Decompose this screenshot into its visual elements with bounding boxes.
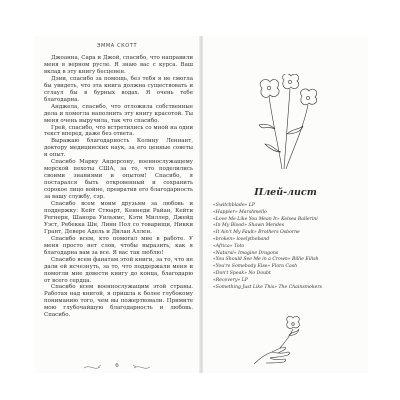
page-footer (34, 363, 200, 373)
playlist-item: «Africa» Toto (213, 243, 245, 249)
paragraph: Спасибо всем фанатам этой книги, за то, что не дали ей исчезнуть, за то, что поддержали меня и помогли мне довести книгу до конца, благодарю от всего сердца. (44, 256, 193, 284)
playlist-item: «In My Blood» Shawn Mendes (213, 223, 284, 229)
playlist-item: «It Ain't My Fault» Brothers Osborne (213, 230, 300, 236)
paragraph: Джоанна, Сара и Джой, спасибо, что направили меня в верном русле. Я знаю вас с курса. Ваш вклад в эту книгу бесценен. (44, 55, 193, 75)
playlist-item: «You're Somebody Else» Flora Cash (213, 264, 298, 270)
paragraph: Грей, спасибо, что встретились со мной на одни текст вперед, даже без ответа. (44, 124, 193, 138)
running-head: ЭММА СКОТТ (96, 43, 138, 49)
playlist-item: «Love Me Like You Mean It» Kelsea Ballerini (213, 216, 318, 222)
right-page (203, 36, 368, 373)
playlist-item: «You Should See Me in a Crown» Billie Eilish (213, 257, 319, 263)
paragraph: Спасибо всем моим друзьям за любовь и поддержку: Кейт Стюарт, Кеннеди Райан, Кейти Регнерн, Шанора Уильямс, Кэти Миллер, Джейд Уэст, Ребекка Шн, Линн Пол со товарищи, Никки Грант, Девере Адель и Дилан Аллен. (44, 201, 193, 235)
playlist (213, 203, 363, 291)
paragraph: Дэни, спасибо за помощь, без тебя я не смогла бы увидеть, что эта книга должна существовать и сглаул бы в бурных водах. Я очень тебе благодарна. (44, 75, 193, 103)
page-number: 6 (115, 363, 119, 369)
acknowledgements-text (44, 55, 193, 319)
playlist-item: «Switchblade» LP (213, 203, 255, 208)
hand-holding-flower-icon (248, 316, 323, 366)
playlist-item: «Something Just Like This» The Chainsmokers (213, 284, 322, 290)
playlist-item: «broken» lovelytheband (213, 236, 270, 242)
poppy-flowers-icon (248, 74, 323, 174)
playlist-item: «Natural» Imagine Dragons (213, 250, 279, 256)
left-page (34, 36, 200, 373)
paragraph: Спасибо Марку Андерсону, военнослужащему морской пехоты США, за то, что поделились своими знаниями и опытом! Спасибо, я постарался быть откровенный и сохранить сорокое лицо войне, превратив его благодарность за вашу службу, сэр. (44, 159, 193, 201)
paragraph: Спасибо всем, кто помогал мне в работе. У меня просто нет слов, чтобы выразить, как я благодарна вам за все. Я вас так люблю! (44, 235, 193, 256)
paragraph: Спасибо всем военнослужащим этой страны. Работая над книгой, я пришла к более глубокому пониманию того, чем вы пожертвовали. Примите мою глубочайшую благодарность и любовь. Спасибо. (44, 284, 193, 319)
playlist-item: «Happier» Marshmello (213, 209, 267, 215)
playlist-title: Плей-лист (254, 187, 317, 198)
playlist-item: «Don't Speak» No Doubt (213, 270, 271, 276)
paragraph: Анджела, спасибо, что отложила собственные дела и помогла наполнить эту книгу красотой. Ты меня очень выручила, так что спасибо. (44, 103, 193, 124)
paragraph: Выражаю благодарность Колину Леннант, доктору медицинских наук, за его ценные советы и опыт. (44, 138, 193, 159)
playlist-item: «Recovery» LP (213, 277, 248, 283)
